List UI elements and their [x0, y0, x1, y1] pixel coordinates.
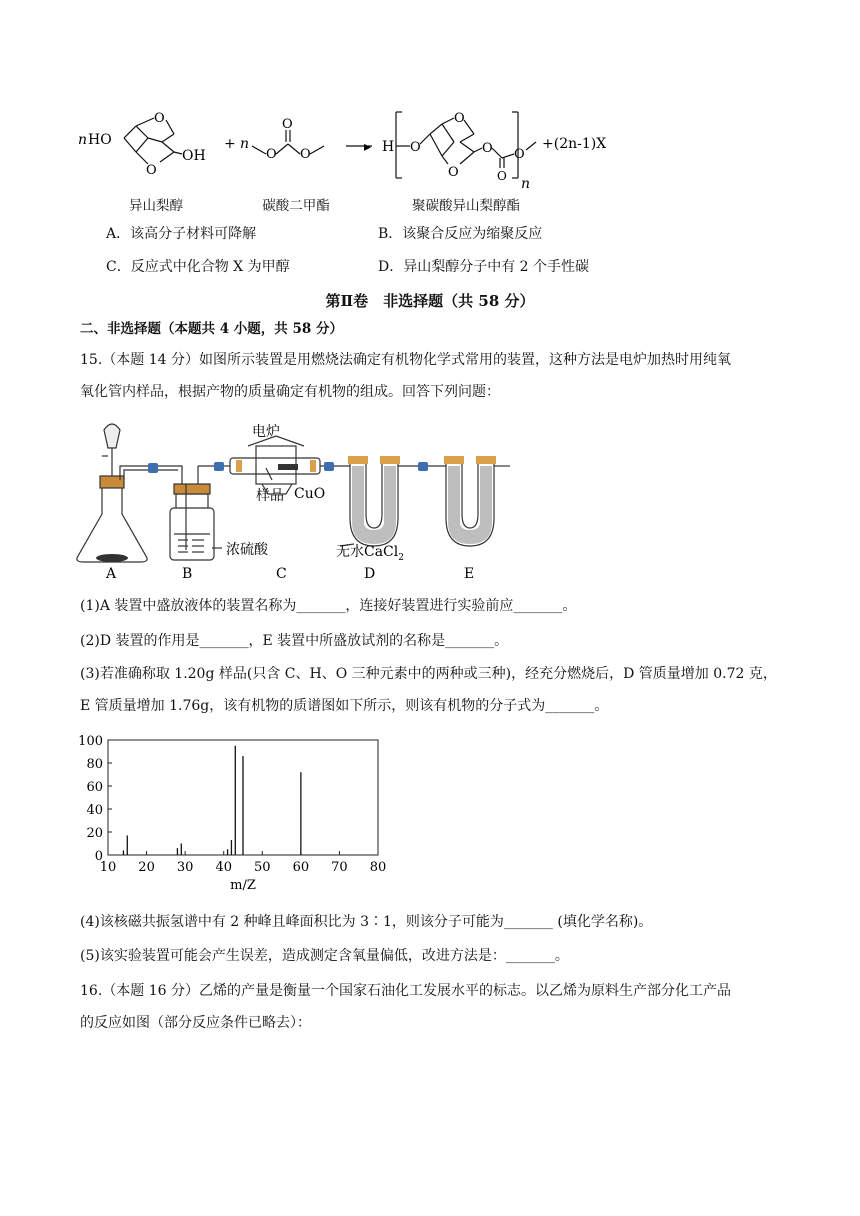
polymer-ring-oxygen-1: O [454, 111, 465, 126]
q16-line2: 的反应如图（部分反应条件已略去）： [80, 1015, 311, 1031]
q15-intro-line1: 15.（本题 14 分）如图所示装置是用燃烧法确定有机物化学式常用的装置，这种方法是电炉加热时用纯氧 [80, 352, 731, 368]
reaction-arrowhead: ▸ [364, 139, 372, 155]
polymer-oxygen-2: O [482, 141, 493, 156]
x-tick-label: 70 [331, 860, 348, 875]
label-c: C [276, 566, 287, 582]
y-tick-label: 20 [86, 826, 103, 841]
repeat-n: n [521, 176, 531, 192]
y-tick-label: 100 [78, 734, 103, 749]
oh-group: OH [182, 148, 206, 164]
x-tick-label: 60 [292, 860, 310, 875]
label-furnace: 电炉 [252, 424, 280, 440]
q15-part3-line2: E 管质量增加 1.76g，该有机物的质谱图如下所示，则该有机物的分子式为_______。 [80, 698, 609, 714]
option-b: B．该聚合反应为缩聚反应 [378, 226, 543, 242]
dmc-oxygen-2: O [300, 147, 311, 162]
x-tick-label: 80 [369, 860, 387, 875]
plus-sign: + [224, 136, 236, 152]
option-d: D．异山梨醇分子中有 2 个手性碳 [378, 259, 590, 275]
label-d: D [364, 566, 376, 582]
label-a: A [106, 566, 117, 582]
label-cuo: CuO [294, 486, 326, 502]
q15-part4: (4)该核磁共振氢谱中有 2 种峰且峰面积比为 3∶1，则该分子可能为_______ (填化学名称)。 [80, 914, 653, 930]
x-tick-label: 20 [138, 860, 155, 875]
y-tick-label: 40 [86, 803, 103, 818]
q15-part1: (1)A 装置中盛放液体的装置名称为_______，连接好装置进行实验前应_______。 [80, 598, 577, 614]
q15-part2: (2)D 装置的作用是_______，E 装置中所盛放试剂的名称是_______。 [80, 633, 509, 649]
n-coefficient-2: n [240, 136, 250, 152]
section-subtitle: 二、非选择题（本题共 4 小题，共 58 分） [80, 321, 343, 337]
dmc-oxygen-1: O [266, 147, 277, 162]
polymer-end-oxygen: O [514, 147, 525, 162]
label-e: E [464, 566, 475, 582]
q15-part5: (5)该实验装置可能会产生误差，造成测定含氧量偏低，改进方法是：_______。 [80, 948, 569, 964]
x-tick-label: 30 [176, 860, 194, 875]
option-a: A．该高分子材料可降解 [106, 226, 257, 242]
x-tick-label: 40 [215, 860, 232, 875]
label-dimethyl-carbonate: 碳酸二甲酯 [262, 198, 330, 214]
polymer-ring-oxygen-2: O [448, 165, 459, 180]
hydrogen-end: H [382, 139, 395, 155]
combustion-apparatus [72, 418, 512, 584]
x-tick-label: 10 [99, 860, 117, 875]
n-coefficient-1: n [78, 132, 88, 148]
label-conc-sulfuric-acid: 浓硫酸 [226, 542, 268, 558]
reaction-scheme [70, 98, 630, 202]
ho-group: HO [88, 132, 112, 148]
section-title: 第Ⅱ卷 非选择题（共 58 分） [325, 292, 535, 310]
label-isosorbide: 异山梨醇 [129, 198, 183, 214]
ring-oxygen-1: O [154, 111, 165, 126]
q15-intro-line2: 氧化管内样品，根据产物的质量确定有机物的组成。回答下列问题： [80, 384, 500, 400]
y-tick-label: 60 [86, 780, 103, 795]
polymer-carbonyl-oxygen: O [497, 169, 507, 183]
polymer-oxygen-1: O [410, 140, 421, 155]
label-b: B [182, 566, 193, 582]
x-axis-label: m/Z [230, 878, 256, 892]
mass-spectrum-chart [70, 730, 400, 892]
dmc-carbonyl-oxygen: O [282, 117, 293, 132]
label-sample: 样品 [256, 488, 284, 504]
q15-part3-line1: (3)若准确称取 1.20g 样品(只含 C、H、O 三种元素中的两种或三种)，经充分燃烧后，D 管质量增加 0.72 克， [80, 666, 777, 682]
option-c: C．反应式中化合物 X 为甲醇 [106, 259, 290, 275]
y-tick-label: 0 [94, 849, 103, 864]
ring-oxygen-2: O [146, 163, 157, 178]
q16-line1: 16.（本题 16 分）乙烯的产量是衡量一个国家石油化工发展水平的标志。以乙烯为原料生产部分化工产品 [80, 983, 731, 999]
label-polymer: 聚碳酸异山梨醇酯 [412, 198, 520, 214]
label-cacl2: 无水CaCl$_2$ [336, 544, 404, 563]
byproduct-term: +(2n-1)X [542, 136, 607, 152]
x-tick-label: 50 [254, 860, 271, 875]
y-tick-label: 80 [86, 757, 103, 772]
